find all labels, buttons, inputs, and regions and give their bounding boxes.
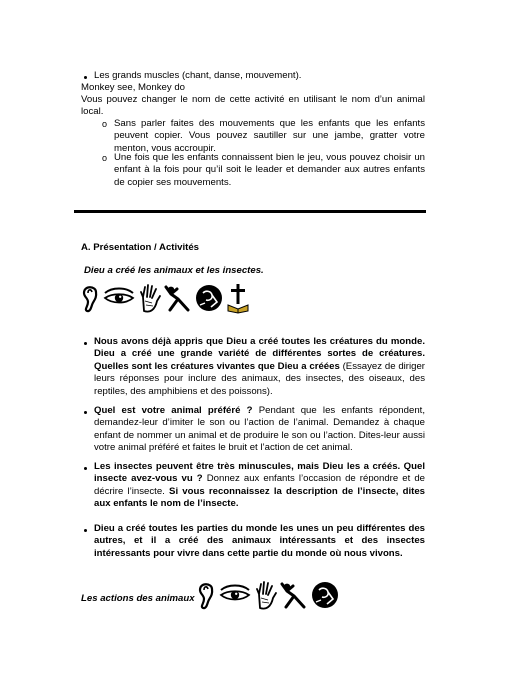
game-intro: Vous pouvez changer le nom de cette activité en utilisant le nom d’un animal local. <box>81 94 425 118</box>
cross-bible-icon <box>226 282 250 314</box>
paragraph-insects-text: Donnez aux enfants l’occasion de répondre et de décrire l’insecte. <box>94 473 425 497</box>
bullet-marker <box>84 467 87 470</box>
paragraph-creatures-bold: Nous avons déjà appris que Dieu a créé toutes les créatures du monde. Dieu a créé une grande variété de différentes sortes de créatures. Quelles sont les créatures vivantes que Dieu a créées <box>94 336 425 372</box>
paragraph-insects-bold: Les insectes peuvent être très minuscules, mais Dieu les a créés. Quel insecte avez-vous vu ? <box>94 461 425 485</box>
section-subheading: Dieu a créé les animaux et les insectes. <box>84 265 264 276</box>
paragraph-favorite-animal-bold: Quel est votre animal préféré ? <box>94 405 253 416</box>
paragraph-favorite-animal-text: Pendant que les enfants répondent, demandez-leur d’imiter le son ou l’action de l’animal. Demandez à chaque enfant de nommer un animal et de produire le son ou l’action. Dites-leur aussi votre animal préféré et faites le bruit et l’action de cet animal. <box>94 405 425 454</box>
sub-bullet-marker: o <box>102 153 108 163</box>
list-item-large-muscles: Les grands muscles (chant, danse, mouvement). <box>94 70 302 81</box>
eye-icon <box>218 580 252 610</box>
hand-icon <box>254 580 278 610</box>
animal-actions-icons-row <box>196 578 340 612</box>
bullet-marker <box>84 76 87 79</box>
sub-item-1: Sans parler faites des mouvements que les enfants que les enfants peuvent copier. Vous pouvez sautiller sur une jambe, gratter votre menton, vous accroupir. <box>114 118 425 154</box>
animal-actions-label: Les actions des animaux <box>81 593 195 604</box>
praying-person-icon <box>194 282 224 314</box>
bullet-marker <box>84 342 87 345</box>
paragraph-world-parts-text: Dieu a créé toutes les parties du monde les unes un peu différentes des autres, et il a créé des animaux intéressants et des insectes intéressants pour vivre dans cette partie du monde où nous vivons. <box>94 523 425 559</box>
paragraph-world-parts <box>94 523 425 560</box>
eye-icon <box>102 283 136 313</box>
section-heading: A. Présentation / Activités <box>81 242 200 253</box>
paragraph-creatures <box>94 336 425 398</box>
game-title: Monkey see, Monkey do <box>81 82 185 93</box>
praying-person-icon <box>310 579 340 611</box>
ear-icon <box>196 580 216 610</box>
paragraph-favorite-animal <box>94 405 425 455</box>
ear-icon <box>80 283 100 313</box>
bullet-marker <box>84 529 87 532</box>
paragraph-creatures-note: (Essayez de diriger leurs réponses pour inclure des animaux, des insectes, des oiseaux, des reptiles, des amphibiens et des poissons). <box>94 360 425 397</box>
sub-bullet-marker: o <box>102 119 108 129</box>
bullet-marker <box>84 411 87 414</box>
section-divider <box>74 210 426 213</box>
paragraph-insects <box>94 461 425 511</box>
sub-item-2: Une fois que les enfants connaissent bien le jeu, vous pouvez choisir un enfant à la fois pour qu’il soit le leader et demander aux autres enfants de copier ses mouvements. <box>114 152 425 188</box>
hand-icon <box>138 283 162 313</box>
stretching-person-icon <box>280 580 308 610</box>
stretching-person-icon <box>164 283 192 313</box>
paragraph-insects-bold-2: Si vous reconnaissez la description de l’insecte, dites aux enfants le nom de l’insecte. <box>94 485 425 510</box>
activity-icons-row <box>80 281 250 315</box>
